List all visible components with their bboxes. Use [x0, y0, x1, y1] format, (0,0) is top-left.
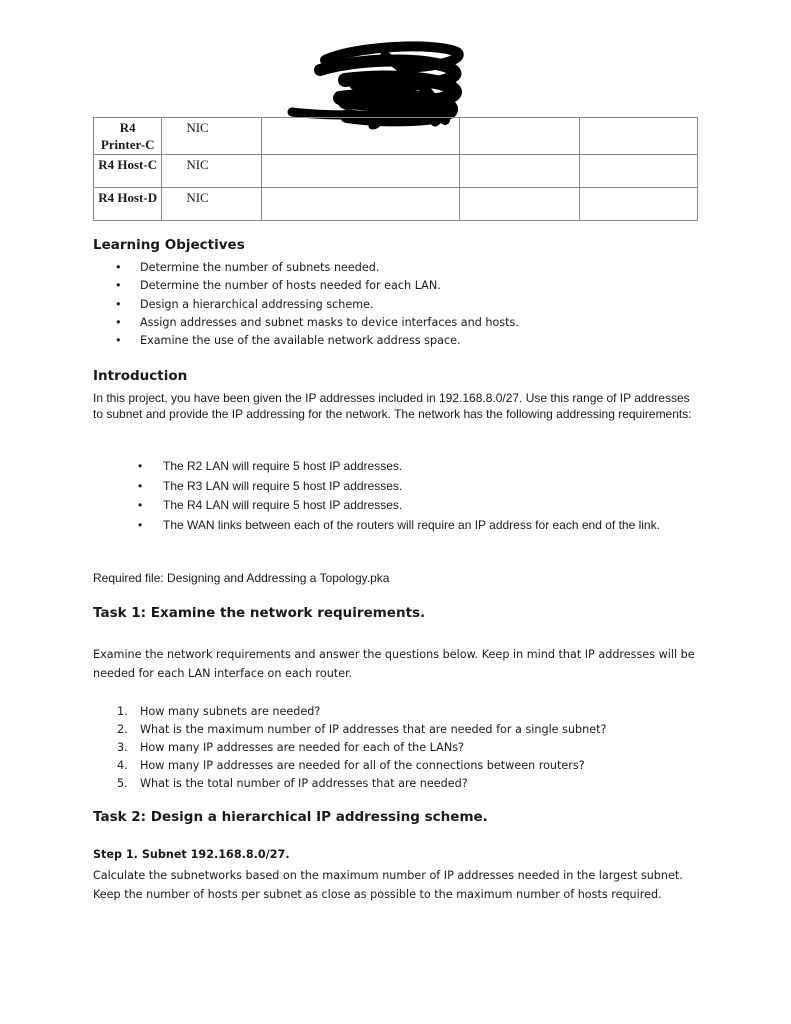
- table-row: [94, 118, 698, 155]
- list-item: 3. How many IP addresses are needed for each of the LANs?: [117, 741, 464, 754]
- interface-cell: NIC: [162, 188, 261, 221]
- table-row: [94, 188, 698, 221]
- subnet-mask-cell: [460, 118, 579, 155]
- task1-paragraph: Examine the network requirements and answer the questions below. Keep in mind that IP addresses will be needed for each LAN interface on each router.: [93, 648, 695, 680]
- list-item: • The R2 LAN will require 5 host IP addresses.: [138, 459, 403, 473]
- list-item: 2. What is the maximum number of IP addresses that are needed for a single subnet?: [117, 723, 607, 736]
- interface-cell: NIC: [162, 118, 261, 155]
- default-gateway-cell: [579, 118, 697, 155]
- list-item: • Determine the number of subnets needed.: [115, 261, 380, 274]
- ip-address-cell: [261, 155, 460, 188]
- device-cell: R4 Printer-C: [94, 118, 162, 155]
- task1-heading: Task 1: Examine the network requirements.: [93, 605, 426, 621]
- list-item: 5. What is the total number of IP addresses that are needed?: [117, 777, 468, 790]
- introduction-heading: Introduction: [93, 368, 188, 384]
- device-cell: R4 Host-D: [94, 188, 162, 221]
- interface-cell: NIC: [162, 155, 261, 188]
- task1-questions-list: [117, 703, 700, 793]
- list-item: 1. How many subnets are needed?: [117, 705, 321, 718]
- subnet-mask-cell: [460, 188, 579, 221]
- default-gateway-cell: [579, 155, 697, 188]
- list-item: • The WAN links between each of the routers will require an IP address for each end of the link.: [138, 517, 660, 532]
- subnet-mask-cell: [460, 155, 579, 188]
- list-item: • Design a hierarchical addressing scheme.: [115, 297, 374, 311]
- list-item: • Examine the use of the available network address space.: [115, 334, 461, 348]
- list-item: • Determine the number of hosts needed for each LAN.: [115, 279, 441, 293]
- list-item: • The R4 LAN will require 5 host IP addresses.: [138, 498, 403, 512]
- learning-objectives-heading: Learning Objectives: [93, 237, 245, 253]
- device-addressing-table: [93, 117, 698, 221]
- ip-address-cell: [261, 188, 460, 221]
- list-item: • The R3 LAN will require 5 host IP addresses.: [138, 478, 403, 493]
- device-cell: R4 Host-C: [94, 155, 162, 188]
- table-row: [94, 155, 698, 188]
- required-file-note: Required file: Designing and Addressing a Topology.pka: [93, 571, 390, 585]
- learning-objectives-list: [115, 259, 700, 350]
- step1-heading: Step 1. Subnet 192.168.8.0/27.: [93, 848, 290, 861]
- list-item: • Assign addresses and subnet masks to device interfaces and hosts.: [115, 315, 519, 329]
- list-item: 4. How many IP addresses are needed for all of the connections between routers?: [117, 759, 585, 772]
- default-gateway-cell: [579, 188, 697, 221]
- ip-address-cell: [261, 118, 460, 155]
- step1-paragraph: Calculate the subnetworks based on the maximum number of IP addresses needed in the largest subnet. Keep the number of hosts per subnet as close as possible to the maximum number of hosts required.: [93, 869, 683, 901]
- introduction-paragraph: In this project, you have been given the IP addresses included in 192.168.8.0/27. Use this range of IP addresses to subnet and provide the IP addressing for the network. The network has the following addressing requirements:: [93, 391, 692, 421]
- task2-heading: Task 2: Design a hierarchical IP addressing scheme.: [93, 809, 488, 825]
- addressing-requirements-list: [138, 459, 683, 533]
